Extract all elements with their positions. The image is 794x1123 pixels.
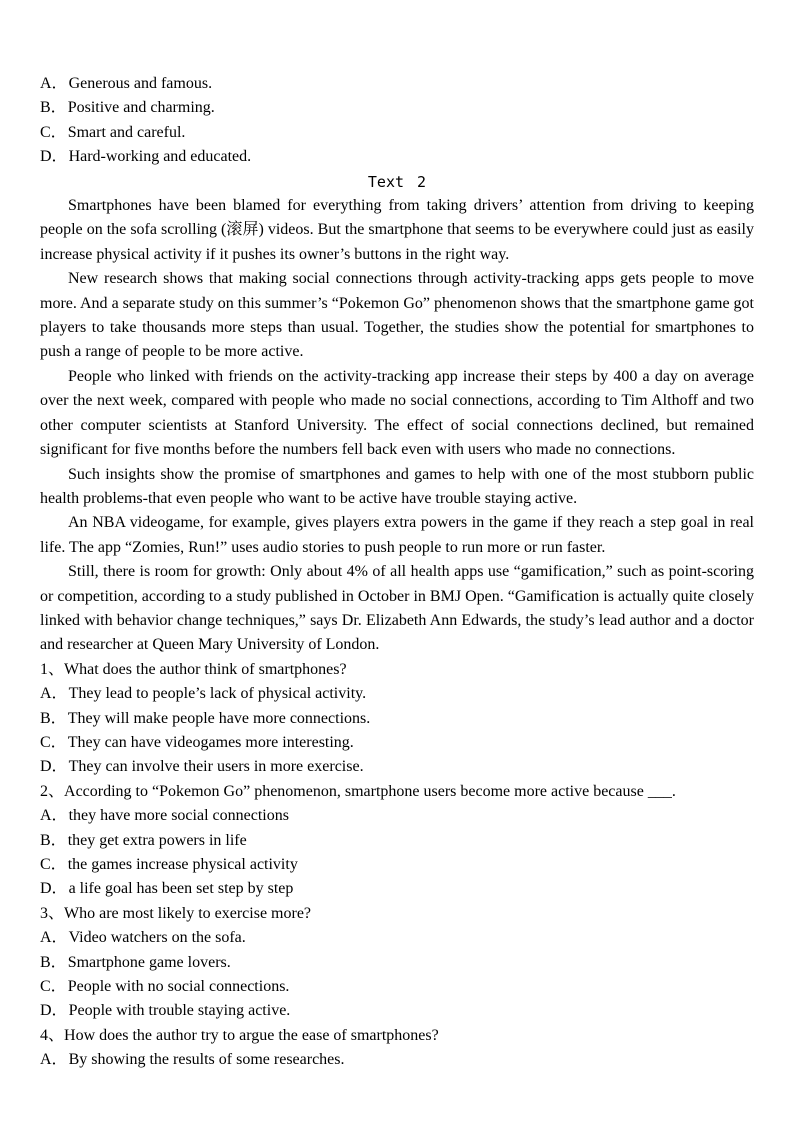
option-text: By showing the results of some researches. — [68, 1051, 345, 1069]
option-text: Generous and famous. — [68, 75, 213, 92]
option-letter: C． — [40, 733, 67, 751]
option-text: Smartphone game lovers. — [67, 953, 231, 971]
answer-option — [40, 999, 754, 1023]
option-letter: A． — [40, 685, 68, 703]
passage-paragraph: Still, there is room for growth: Only about 4% of all health apps use “gamification,” such as point-scoring or competition, according to a study published in October in BMJ Open. “Gamification is actually quite closely linked with behavior change techniques,” says Dr. Elizabeth Ann Edwards, the study’s lead author and a doctor and researcher at Queen Mary University of London. — [40, 563, 754, 654]
option-text: they have more social connections — [68, 807, 289, 825]
answer-option — [40, 975, 754, 999]
option-letter: D． — [40, 1002, 68, 1020]
option-letter: A． — [40, 807, 68, 825]
option-letter: C． — [40, 856, 67, 873]
question-text: Who are most likely to exercise more? — [64, 904, 312, 922]
option-letter: A． — [40, 929, 68, 947]
option-letter: B． — [40, 99, 67, 117]
option-text: They can involve their users in more exercise. — [68, 758, 364, 776]
option-text: they get extra powers in life — [67, 831, 247, 849]
question-text: According to “Pokemon Go” phenomenon, smartphone users become more active because ___. — [64, 782, 676, 800]
option-letter: D． — [40, 880, 68, 898]
option-text: Video watchers on the sofa. — [68, 929, 246, 947]
option-letter: C． — [40, 123, 67, 141]
question-text: How does the author try to argue the ease of smartphones? — [64, 1026, 439, 1044]
section-heading: Text 2 — [367, 172, 427, 191]
question-2 — [40, 780, 754, 804]
question-number: 2、 — [40, 782, 65, 800]
answer-option — [40, 96, 754, 120]
option-text: Positive and charming. — [67, 99, 215, 117]
option-letter: B． — [40, 953, 67, 971]
passage-paragraph: Such insights show the promise of smartphones and games to help with one of the most stubborn public health problems-that even people who want to be active have trouble staying active. — [40, 465, 754, 507]
option-text: They will make people have more connections. — [67, 709, 371, 727]
option-text: People with trouble staying active. — [68, 1002, 291, 1020]
option-letter: B． — [40, 709, 67, 727]
answer-option — [40, 804, 754, 828]
option-letter: D． — [40, 758, 68, 776]
option-letter: A． — [40, 1051, 68, 1069]
answer-option — [40, 72, 754, 96]
option-letter: C． — [40, 978, 67, 996]
passage-paragraph: An NBA videogame, for example, gives players extra powers in the game if they reach a step goal in real life. The app “Zomies, Run!” uses audio stories to push people to run more or run faster. — [40, 514, 754, 556]
option-letter: B． — [40, 831, 67, 849]
passage-paragraph: New research shows that making social connections through activity-tracking apps gets people to move more. And a separate study on this summer’s “Pokemon Go” phenomenon shows that the smartphone game got players to take thousands more steps than usual. Together, the studies show the potential for smartphones to push a range of people to be more active. — [40, 270, 754, 361]
option-text: the games increase physical activity — [67, 856, 298, 873]
question-1 — [40, 658, 754, 682]
answer-option — [40, 682, 754, 706]
option-text: They lead to people’s lack of physical activity. — [68, 685, 367, 703]
question-3 — [40, 902, 754, 926]
option-text: a life goal has been set step by step — [68, 880, 294, 898]
answer-option — [40, 951, 754, 975]
question-4 — [40, 1024, 754, 1048]
answer-option — [40, 121, 754, 145]
option-text: Smart and careful. — [67, 123, 186, 141]
answer-option — [40, 755, 754, 779]
answer-option — [40, 877, 754, 901]
question-number: 1、 — [40, 660, 65, 678]
option-letter: A． — [40, 75, 68, 92]
question-number: 4、 — [40, 1026, 65, 1044]
question-number: 3、 — [40, 904, 65, 922]
passage-paragraph: Smartphones have been blamed for everything from taking drivers’ attention from driving to keeping people on the sofa scrolling (滚屏) videos. But the smartphone that seems to be everywhere could just as easily increase physical activity if it pushes its owner’s buttons in the right way. — [40, 197, 754, 263]
answer-option — [40, 145, 754, 169]
answer-option — [40, 731, 754, 755]
answer-option — [40, 926, 754, 950]
option-text: People with no social connections. — [67, 978, 290, 996]
option-text: Hard-working and educated. — [68, 148, 252, 166]
option-text: They can have videogames more interesting. — [67, 733, 354, 751]
answer-option — [40, 829, 754, 853]
option-letter: D． — [40, 148, 68, 166]
passage-paragraph: People who linked with friends on the activity-tracking app increase their steps by 400 a day on average over the next week, compared with people who made no social connections, according to Tim Althoff and two other computer scientists at Stanford University. The effect of social connections declined, but remained significant for five months before the numbers fell back even with users who made no connections. — [40, 367, 754, 459]
answer-option — [40, 707, 754, 731]
question-text: What does the author think of smartphones? — [64, 660, 347, 678]
answer-option — [40, 853, 754, 877]
answer-option — [40, 1048, 754, 1072]
